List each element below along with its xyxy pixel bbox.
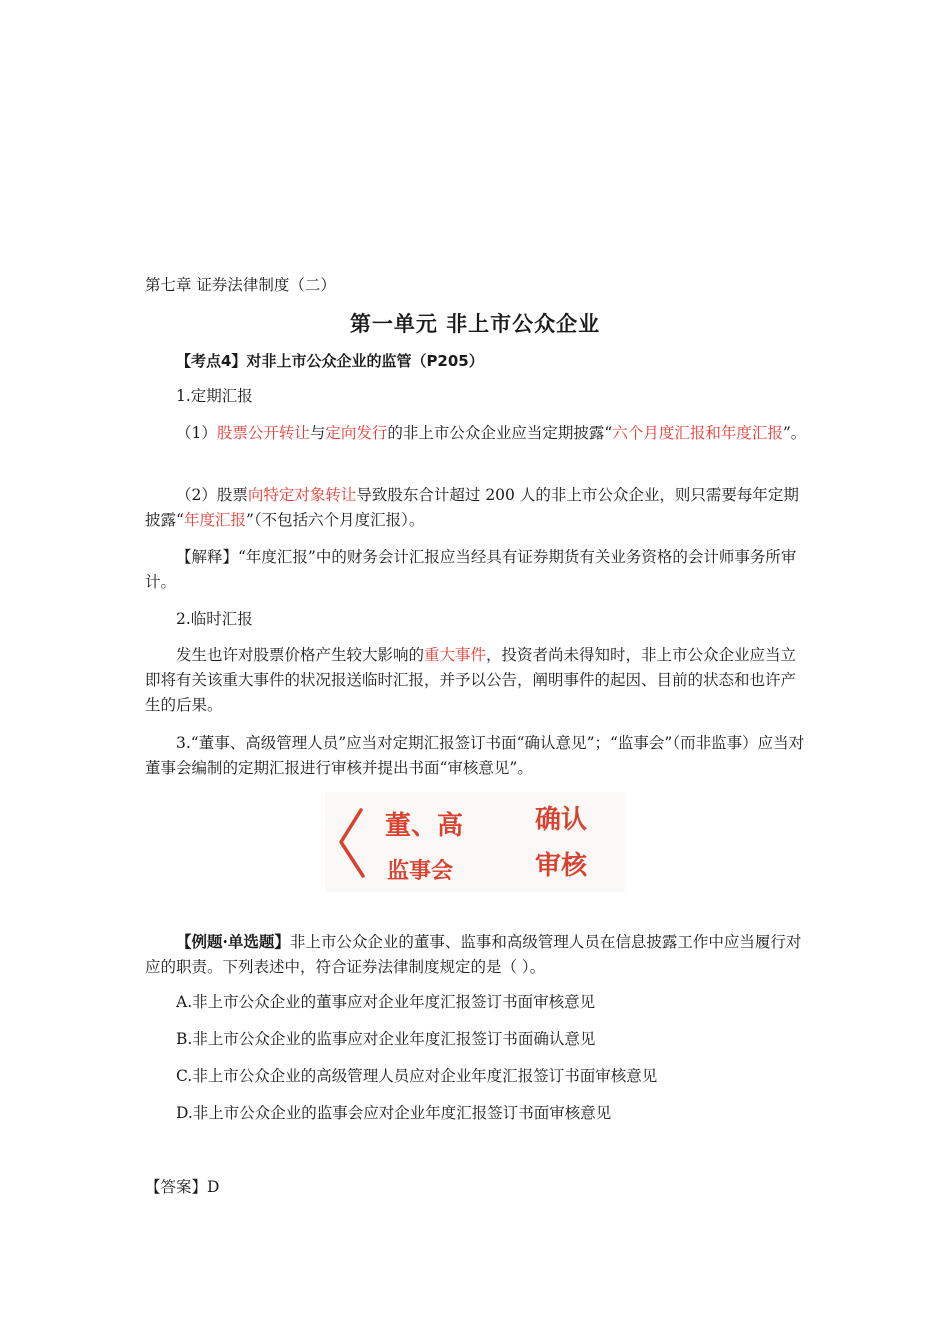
s2-text2: ，投资者尚未得知时，非上市公众企业应当立即将有关该重大事件的状况报送临时汇报，并予以公告，阐明事件的起因、目前的状态和也许产生的后果。 xyxy=(145,646,797,714)
section1-heading: 1.定期汇报 xyxy=(176,387,253,405)
p1-text3: ”。 xyxy=(782,424,807,442)
hw-supervisory-board: 监事会 xyxy=(387,859,454,884)
question-label: 【例题·单选题】 xyxy=(176,932,290,951)
hw-directors-executives: 董、高 xyxy=(385,811,464,841)
section3-paragraph: 3.“董事、高级管理人员”应当对定期汇报签订书面“确认意见”；“监事会”（而非监事）应当对董事会编制的定期汇报进行审核并提出书面“审核意见”。 xyxy=(145,734,805,777)
handwritten-note xyxy=(325,792,625,892)
p2-text2: 导致股东合计超过 200 人的非上市公众企业，则只需要每年定期披露“ xyxy=(145,486,799,529)
p1-prefix: （1） xyxy=(176,424,217,442)
p1-text2: 的非上市公众企业应当定期披露“ xyxy=(387,424,613,442)
hw-confirm: 确认 xyxy=(535,805,588,835)
unit-title: 第一单元 非上市公众企业 xyxy=(349,312,601,336)
option-d: D.非上市公众企业的监事会应对企业年度汇报签订书面审核意见 xyxy=(176,1104,612,1122)
handwritten-note-drawing xyxy=(325,792,625,892)
p1-highlight-directed-issue: 定向发行 xyxy=(325,424,388,442)
explanation-paragraph: 【解释】“年度汇报”中的财务会计汇报应当经具有证券期货有关业务资格的会计师事务所审计。 xyxy=(145,548,797,591)
kaodian-label: 【考点4】 xyxy=(176,352,247,370)
question-stem xyxy=(145,929,807,980)
s2-text1: 发生也许对股票价格产生较大影响的 xyxy=(176,646,425,664)
answer-line: 【答案】D xyxy=(145,1178,220,1196)
p2-text3: ”（不包括六个月度汇报）。 xyxy=(245,511,425,529)
section2-paragraph xyxy=(145,643,807,718)
p1-highlight-public-transfer: 股票公开转让 xyxy=(216,424,310,442)
p1-text1: 与 xyxy=(309,424,326,442)
p2-text1: （2）股票 xyxy=(176,486,248,504)
section2-heading: 2.临时汇报 xyxy=(176,610,253,628)
s2-highlight-major-event: 重大事件 xyxy=(424,646,487,664)
section1-paragraph1 xyxy=(145,421,807,446)
p2-highlight-annual-report: 年度汇报 xyxy=(183,511,246,529)
chapter-heading: 第七章 证券法律制度（二） xyxy=(145,276,336,294)
option-b: B.非上市公众企业的监事应对企业年度汇报签订书面确认意见 xyxy=(176,1030,596,1048)
kaodian-text: 对非上市公众企业的监管（P205） xyxy=(246,352,484,370)
kaodian-heading xyxy=(145,349,807,374)
hw-review: 审核 xyxy=(535,851,588,881)
p1-highlight-reports: 六个月度汇报和年度汇报 xyxy=(612,424,783,442)
section1-paragraph2 xyxy=(145,483,807,533)
option-a: A.非上市公众企业的董事应对企业年度汇报签订书面审核意见 xyxy=(176,993,596,1011)
p2-highlight-specific-transfer: 向特定对象转让 xyxy=(247,486,357,504)
question-text: 非上市公众企业的董事、监事和高级管理人员在信息披露工作中应当履行对应的职责。下列表述中，符合证券法律制度规定的是（ ）。 xyxy=(145,933,802,976)
option-c: C.非上市公众企业的高级管理人员应对企业年度汇报签订书面审核意见 xyxy=(176,1067,658,1085)
